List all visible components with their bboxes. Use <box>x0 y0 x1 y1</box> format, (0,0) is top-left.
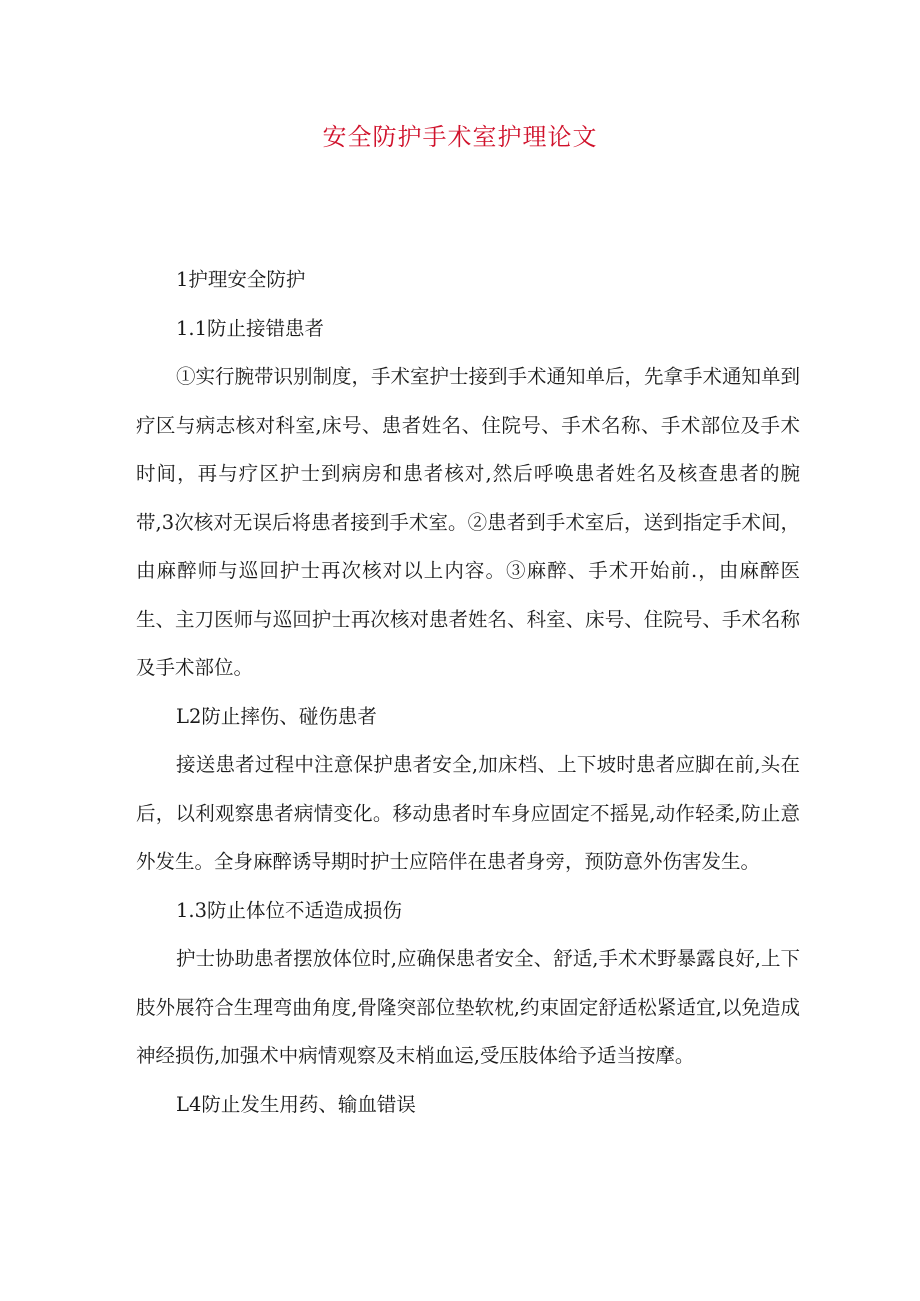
section-heading-1-4: L4防止发生用药、输血错误 <box>176 1092 416 1116</box>
document-body <box>136 256 800 1129</box>
paragraph-1-3: 护士协助患者摆放体位时,应确保患者安全、舒适,手术术野暴露良好,上下肢外展符合生理弯曲角度,骨隆突部位垫软枕,约束固定舒适松紧适宜,以免造成神经损伤,加强术中病情观察及末梢血运,受压肢体给予适当按摩。 <box>136 947 800 1067</box>
paragraph-1-1: ①实行腕带识别制度，手术室护士接到手术通知单后，先拿手术通知单到疗区与病志核对科室,床号、患者姓名、住院号、手术名称、手术部位及手术时间，再与疗区护士到病房和患者核对,然后呼唤患者姓名及核查患者的腕带,3次核对无误后将患者接到手术室。②患者到手术室后，送到指定手术间，由麻醉师与巡回护士再次核对以上内容。③麻醉、手术开始前.，由麻醉医生、主刀医师与巡回护士再次核对患者姓名、科室、床号、住院号、手术名称及手术部位。 <box>136 365 801 679</box>
section-heading-1-2: L2防止摔伤、碰伤患者 <box>176 704 377 728</box>
paragraph-1-2: 接送患者过程中注意保护患者安全,加床档、上下坡时患者应脚在前,头在后，以利观察患者病情变化。移动患者时车身应固定不摇晃,动作轻柔,防止意外发生。全身麻醉诱导期时护士应陪伴在患者身旁，预防意外伤害发生。 <box>136 753 800 873</box>
section-heading-1-3: 1.3防止体位不适造成损伤 <box>176 898 403 922</box>
section-heading-1-1: 1.1防止接错患者 <box>176 316 325 340</box>
section-heading-1: 1护理安全防护 <box>176 268 306 291</box>
document-title: 安全防护手术室护理论文 <box>322 123 598 151</box>
